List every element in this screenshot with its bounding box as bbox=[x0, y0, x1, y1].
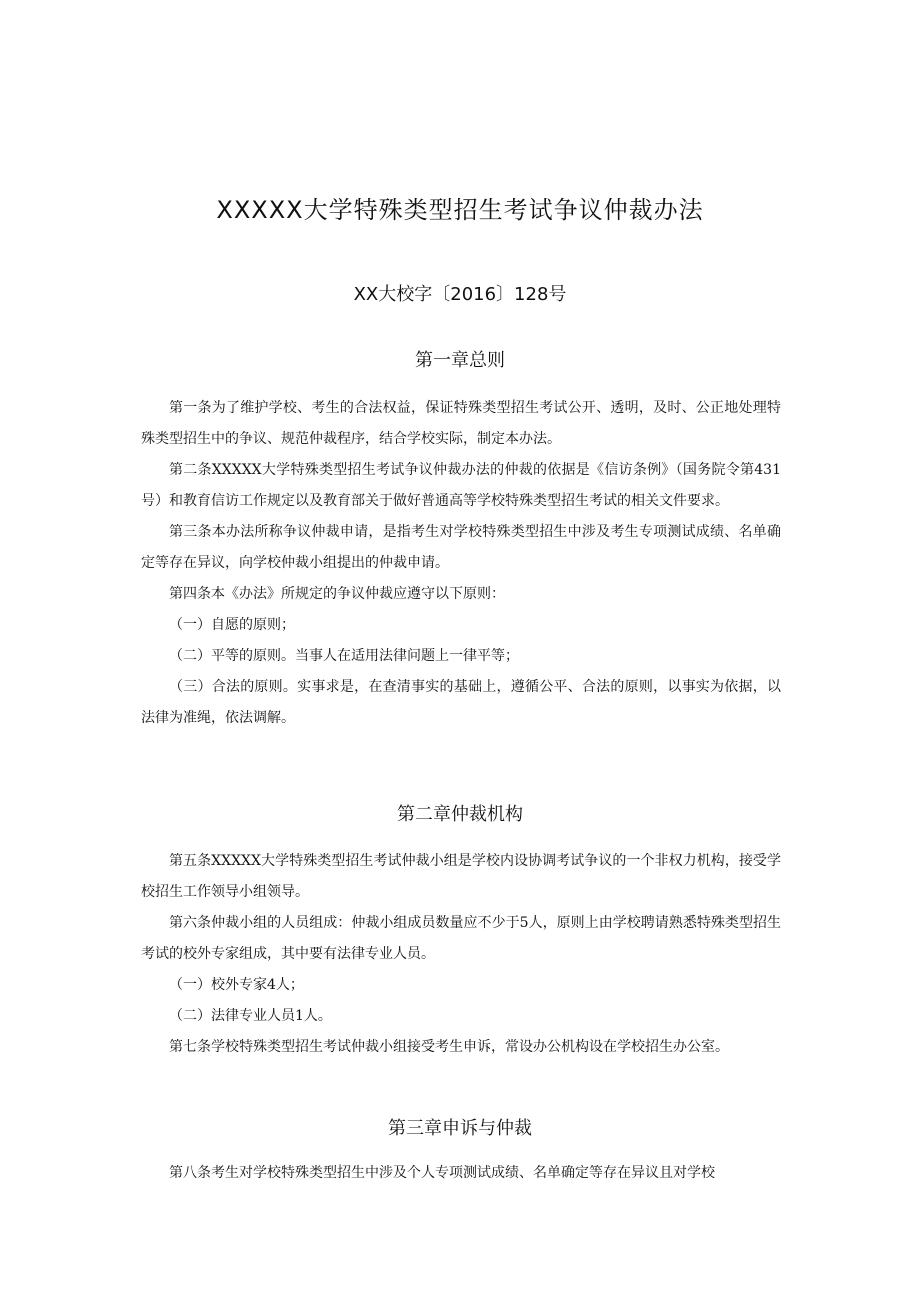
article-6: 第六条仲裁小组的人员组成：仲裁小组成员数量应不少于5人，原则上由学校聘请熟悉特殊类型招生考试的校外专家组成，其中要有法律专业人员。 bbox=[141, 915, 781, 962]
document-title: XXXXX大学特殊类型招生考试争议仲裁办法 bbox=[216, 196, 704, 224]
article-7: 第七条学校特殊类型招生考试仲裁小组接受考生申诉，常设办公机构设在学校招生办公室。 bbox=[169, 1039, 729, 1055]
chapter-1-body bbox=[141, 393, 781, 734]
document-number: XX大校字〔2016〕128号 bbox=[353, 284, 567, 305]
chapter-3-heading: 第三章申诉与仲裁 bbox=[388, 1118, 532, 1139]
article-5: 第五条XXXXX大学特殊类型招生考试仲裁小组是学校内设协调考试争议的一个非权力机构，接受学校招生工作领导小组领导。 bbox=[141, 853, 781, 900]
article-4: 第四条本《办法》所规定的争议仲裁应遵守以下原则： bbox=[169, 586, 505, 602]
article-6-item-2: （二）法律专业人员1人。 bbox=[169, 1008, 332, 1024]
chapter-2-heading: 第二章仲裁机构 bbox=[397, 804, 523, 825]
article-4-item-2: （二）平等的原则。当事人在适用法律问题上一律平等； bbox=[169, 648, 519, 664]
article-4-item-3: （三）合法的原则。实事求是，在查清事实的基础上，遵循公平、合法的原则，以事实为依据，以法律为准绳，依法调解。 bbox=[141, 679, 781, 726]
article-1: 第一条为了维护学校、考生的合法权益，保证特殊类型招生考试公开、透明，及时、公正地处理特殊类型招生中的争议、规范仲裁程序，结合学校实际，制定本办法。 bbox=[141, 400, 781, 447]
article-3: 第三条本办法所称争议仲裁申请，是指考生对学校特殊类型招生中涉及考生专项测试成绩、名单确定等存在异议，向学校仲裁小组提出的仲裁申请。 bbox=[141, 524, 781, 571]
chapter-1-heading: 第一章总则 bbox=[415, 350, 505, 371]
chapter-3-body bbox=[141, 1158, 781, 1189]
article-8: 第八条考生对学校特殊类型招生中涉及个人专项测试成绩、名单确定等存在异议且对学校 bbox=[169, 1165, 715, 1181]
article-4-item-1: （一）自愿的原则； bbox=[169, 617, 295, 633]
article-2: 第二条XXXXX大学特殊类型招生考试争议仲裁办法的仲裁的依据是《信访条例》（国务院令第431号）和教育信访工作规定以及教育部关于做好普通高等学校特殊类型招生考试的相关文件要求。 bbox=[141, 462, 781, 509]
article-6-item-1: （一）校外专家4人； bbox=[169, 977, 304, 993]
chapter-2-body bbox=[141, 846, 781, 1063]
